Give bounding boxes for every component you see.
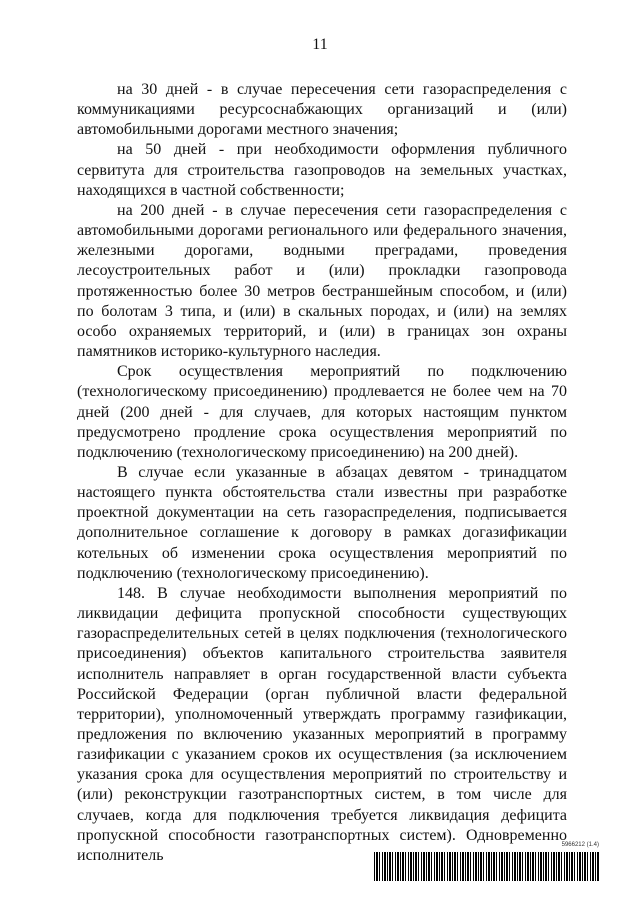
paragraph-30-days: на 30 дней - в случае пересечения сети газораспределения с коммуникациями ресурсоснабжающих организаций и (или) автомобильными дорогами местного значения; <box>77 81 567 139</box>
paragraph-50-days: на 50 дней - при необходимости оформления публичного сервитута для строительства газопроводов на земельных участках, находящихся в частной собственности; <box>77 141 567 199</box>
document-code: 5966212 (1.4) <box>561 842 599 848</box>
paragraph-148: 148. В случае необходимости выполнения мероприятий по ликвидации дефицита пропускной способности существующих газораспределительных сетей в целях подключения (технологического присоединения) объектов капитального строительства заявителя исполнитель направляет в орган государственной власти субъекта Российской Федерации (орган публичной власти федеральной территории), уполномоченный утверждать программу газификации, предложения по включению указанных мероприятий в программу газификации с указанием сроков их осуществления (за исключением указания срока для осуществления мероприятий по строительству и (или) реконструкции газотранспортных систем, в том числе для случаев, когда для подключения требуется ликвидация дефицита пропускной способности газотранспортных систем). Одновременно исполнитель <box>77 584 567 864</box>
document-body <box>77 80 567 866</box>
paragraph-term-extension: Срок осуществления мероприятий по подключению (технологическому присоединению) продлевается не более чем на 70 дней (200 дней - для случаев, для которых настоящим пунктом предусмотрено продление срока осуществления мероприятий по подключению (технологическому присоединению) на 200 дней). <box>77 363 567 461</box>
barcode <box>374 852 600 881</box>
paragraph-200-days: на 200 дней - в случае пересечения сети газораспределения с автомобильными дорогами регионального или федерального значения, железными дорогами, водными преградами, проведения лесоустроительных работ и (или) прокладки газопровода протяженностью более 30 метров бестраншейным способом, и (или) по болотам 3 типа, и (или) в скальных породах, и (или) на землях особо охраняемых территорий, и (или) в границах зон охраны памятников историко-культурного наследия. <box>77 201 567 361</box>
paragraph-additional-agreement: В случае если указанные в абзацах девятом - тринадцатом настоящего пункта обстоятельства стали известны при разработке проектной документации на сеть газораспределения, подписывается дополнительное соглашение к договору в рамках догазификации котельных об изменении срока осуществления мероприятий по подключению (технологическому присоединению). <box>77 463 567 582</box>
page-number: 11 <box>312 36 328 53</box>
